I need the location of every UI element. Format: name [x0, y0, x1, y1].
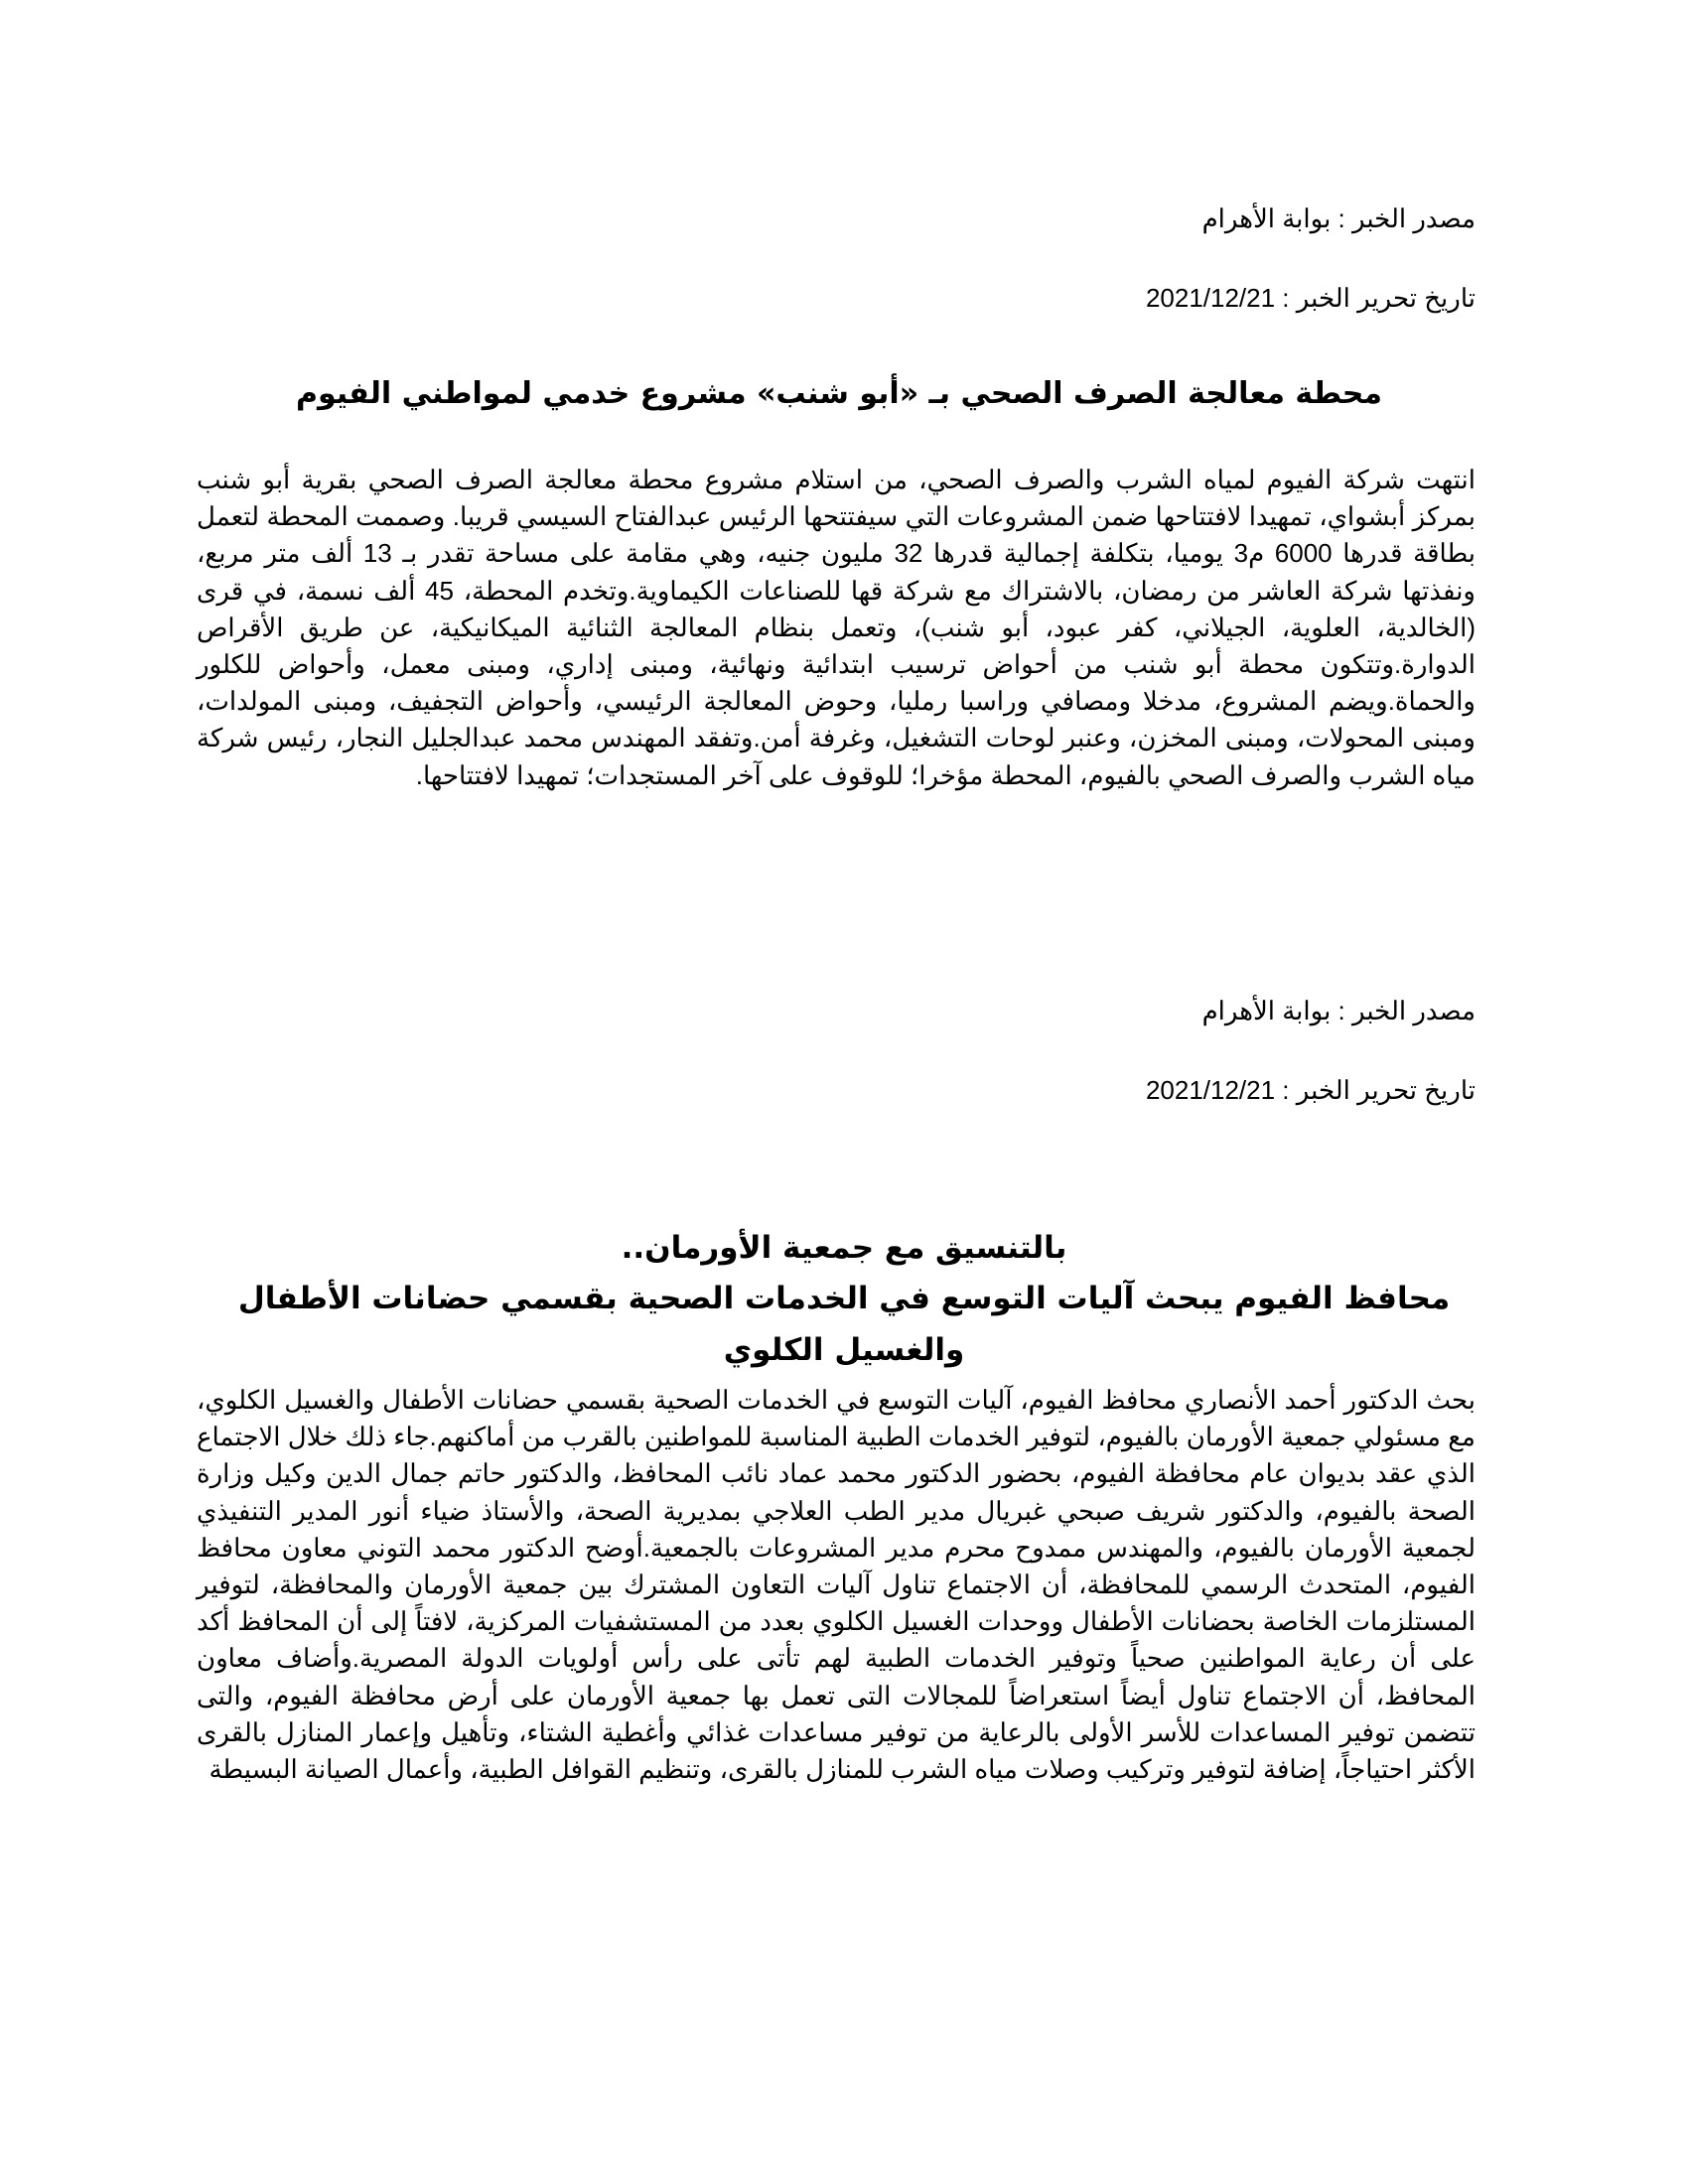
article-title-2-line1: بالتنسيق مع جمعية الأورمان.. [621, 1230, 1067, 1266]
article-body-2: بحث الدكتور أحمد الأنصاري محافظ الفيوم، آليات التوسع في الخدمات الصحية بقسمي حضانات الأطفال والغسيل الكلوي، مع مسئولي جمعية الأورمان بالفيوم، لتوفير الخدمات الطبية المناسبة للمواطنين بالقرب من أماكنهم.جاء ذلك خلال الاجتماع الذي عقد بديوان عام محافظة الفيوم، بحضور الدكتور محمد عماد نائب المحافظ، والدكتور حاتم جمال الدين وكيل وزارة الصحة بالفيوم، والدكتور شريف صبحي غبريال مدير الطب العلاجي بمديرية الصحة، والأستاذ ضياء أنور المدير التنفيذي لجمعية الأورمان بالفيوم، والمهندس ممدوح محرم مدير المشروعات بالجمعية.أوضح الدكتور محمد التوني معاون محافظ الفيوم، المتحدث الرسمي للمحافظة، أن الاجتماع تناول آليات التعاون المشترك بين جمعية الأورمان والمحافظة، لتوفير المستلزمات الخاصة بحضانات الأطفال ووحدات الغسيل الكلوي بعدد من المستشفيات المركزية، لافتاً إلى أن المحافظ أكد على أن رعاية المواطنين صحياً وتوفير الخدمات الطبية لهم تأتى على رأس أولويات الدولة المصرية.وأضاف معاون المحافظ، أن الاجتماع تناول أيضاً استعراضاً للمجالات التى تعمل بها جمعية الأورمان على أرض محافظة الفيوم، والتى تتضمن توفير المساعدات للأسر الأولى بالرعاية من توفير مساعدات غذائي وأغطية الشتاء، وتأهيل وإعمار المنازل بالقرى الأكثر احتياجاً، إضافة لتوفير وتركيب وصلات مياه الشرب للمنازل بالقرى، وتنظيم القوافل الطبية، وأعمال الصيانة البسيطة [197, 1385, 1476, 1785]
article-title-2-line2: محافظ الفيوم يبحث آليات التوسع في الخدمات الصحية بقسمي حضانات الأطفال [237, 1281, 1451, 1316]
news-source-1: مصدر الخبر : بوابة الأهرام [1201, 204, 1476, 233]
article-body-1: انتهت شركة الفيوم لمياه الشرب والصرف الصحي، من استلام مشروع محطة معالجة الصرف الصحي بقرية أبو شنب بمركز أبشواي، تمهيدا لافتتاحها ضمن المشروعات التي سيفتتحها الرئيس عبدالفتاح السيسي قريبا. وصممت المحطة لتعمل بطاقة قدرها 6000 م3 يوميا، بتكلفة إجمالية قدرها 32 مليون جنيه، وهي مقامة على مساحة تقدر بـ 13 ألف متر مربع، ونفذتها شركة العاشر من رمضان، بالاشتراك مع شركة قها للصناعات الكيماوية.وتخدم المحطة، 45 ألف نسمة، في قرى (الخالدية، العلوية، الجيلاني، كفر عبود، أبو شنب)، وتعمل بنظام المعالجة الثنائية الميكانيكية، عن طريق الأقراص الدوارة.وتتكون محطة أبو شنب من أحواض ترسيب ابتدائية ونهائية، ومبنى إداري، ومبنى معمل، وأحواض للكلور والحماة.ويضم المشروع، مدخلا ومصافي وراسبا رمليا، وحوض المعالجة الرئيسي، وأحواض التجفيف، ومبنى المولدات، ومبنى المحولات، ومبنى المخزن، وعنبر لوحات التشغيل، وغرفة أمن.وتفقد المهندس محمد عبدالجليل النجار، رئيس شركة مياه الشرب والصرف الصحي بالفيوم، المحطة مؤخرا؛ للوقوف على آخر المستجدات؛ تمهيدا لافتتاحها. [197, 465, 1477, 790]
article-title-2-line3: والغسيل الكلوي [723, 1332, 965, 1368]
article-title-1: محطة معالجة الصرف الصحي بـ «أبو شنب» مشروع خدمي لمواطني الفيوم [295, 376, 1383, 411]
news-date-2: تاريخ تحرير الخبر : 2021/12/21 [1145, 1075, 1476, 1105]
news-date-1: تاريخ تحرير الخبر : 2021/12/21 [1145, 283, 1476, 313]
news-source-2: مصدر الخبر : بوابة الأهرام [1201, 996, 1476, 1025]
